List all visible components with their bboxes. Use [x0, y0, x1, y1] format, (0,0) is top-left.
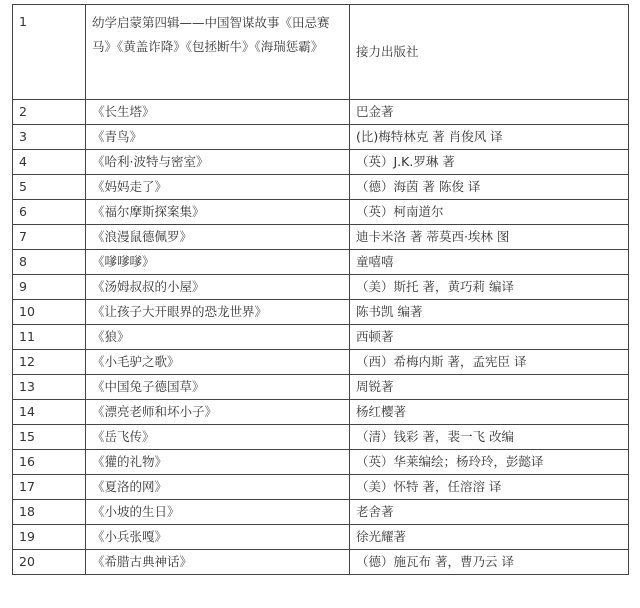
table-row [13, 350, 629, 375]
book-author: （德）施瓦布 著，曹乃云 译 [350, 550, 629, 575]
row-number: 12 [13, 350, 86, 375]
book-title: 《让孩子大开眼界的恐龙世界》 [86, 300, 350, 325]
table-row [13, 300, 629, 325]
row-number: 2 [13, 100, 86, 125]
table-row [13, 250, 629, 275]
book-author: 西顿著 [350, 325, 629, 350]
book-title: 《獾的礼物》 [86, 450, 350, 475]
table-row [13, 425, 629, 450]
book-author: 接力出版社 [350, 5, 629, 100]
row-number: 19 [13, 525, 86, 550]
book-title: 《青鸟》 [86, 125, 350, 150]
row-number: 20 [13, 550, 86, 575]
row-number: 11 [13, 325, 86, 350]
book-title: 《漂亮老师和坏小子》 [86, 400, 350, 425]
row-number: 3 [13, 125, 86, 150]
row-number: 6 [13, 200, 86, 225]
row-number: 13 [13, 375, 86, 400]
book-author: （美）斯托 著，黄巧莉 编译 [350, 275, 629, 300]
table-row [13, 450, 629, 475]
table-row [13, 550, 629, 575]
book-author: 杨红樱著 [350, 400, 629, 425]
book-title: 《福尔摩斯探案集》 [86, 200, 350, 225]
book-title: 《哈利·波特与密室》 [86, 150, 350, 175]
book-author: （英）柯南道尔 [350, 200, 629, 225]
row-number: 1 [13, 5, 86, 100]
book-title: 《小兵张嘎》 [86, 525, 350, 550]
book-author: 老舍著 [350, 500, 629, 525]
book-title: 《小坡的生日》 [86, 500, 350, 525]
table-row [13, 5, 629, 100]
book-title: 《中国兔子德国草》 [86, 375, 350, 400]
book-title: 《嗲嗲嗲》 [86, 250, 350, 275]
book-author: 徐光耀著 [350, 525, 629, 550]
book-title: 《汤姆叔叔的小屋》 [86, 275, 350, 300]
table-row [13, 125, 629, 150]
book-title: 《夏洛的网》 [86, 475, 350, 500]
table-row [13, 200, 629, 225]
book-author: （英）J.K.罗琳 著 [350, 150, 629, 175]
table-row [13, 150, 629, 175]
row-number: 9 [13, 275, 86, 300]
book-title: 《浪漫鼠德佩罗》 [86, 225, 350, 250]
row-number: 14 [13, 400, 86, 425]
book-title: 《小毛驴之歌》 [86, 350, 350, 375]
row-number: 4 [13, 150, 86, 175]
book-list-table [12, 4, 629, 575]
row-number: 8 [13, 250, 86, 275]
table-row [13, 225, 629, 250]
book-author: 迪卡米洛 著 蒂莫西·埃林 图 [350, 225, 629, 250]
table-row [13, 500, 629, 525]
book-author: 巴金著 [350, 100, 629, 125]
book-author: （清）钱彩 著，裴一飞 改编 [350, 425, 629, 450]
table-row [13, 275, 629, 300]
book-title: 《长生塔》 [86, 100, 350, 125]
book-author: （德）海茵 著 陈俊 译 [350, 175, 629, 200]
book-title: 幼学启蒙第四辑——中国智谋故事《田忌赛马》《黄盖诈降》《包拯断牛》《海瑞惩霸》 [86, 5, 350, 100]
book-title: 《希腊古典神话》 [86, 550, 350, 575]
table-row [13, 525, 629, 550]
row-number: 7 [13, 225, 86, 250]
book-author: 陈书凯 编著 [350, 300, 629, 325]
table-row [13, 325, 629, 350]
book-author: （英）华莱编绘；杨玲玲，彭懿译 [350, 450, 629, 475]
table-row [13, 475, 629, 500]
book-author: (比)梅特林克 著 肖俊风 译 [350, 125, 629, 150]
row-number: 16 [13, 450, 86, 475]
book-author: 童嘻嘻 [350, 250, 629, 275]
book-title: 《妈妈走了》 [86, 175, 350, 200]
table-row [13, 175, 629, 200]
book-author: （西）希梅内斯 著，孟宪臣 译 [350, 350, 629, 375]
book-author: （美）怀特 著，任溶溶 译 [350, 475, 629, 500]
row-number: 18 [13, 500, 86, 525]
table-row [13, 400, 629, 425]
table-row [13, 100, 629, 125]
row-number: 5 [13, 175, 86, 200]
table-row [13, 375, 629, 400]
row-number: 17 [13, 475, 86, 500]
book-title: 《狼》 [86, 325, 350, 350]
row-number: 10 [13, 300, 86, 325]
book-list-container [12, 4, 629, 575]
book-author: 周锐著 [350, 375, 629, 400]
row-number: 15 [13, 425, 86, 450]
book-title: 《岳飞传》 [86, 425, 350, 450]
